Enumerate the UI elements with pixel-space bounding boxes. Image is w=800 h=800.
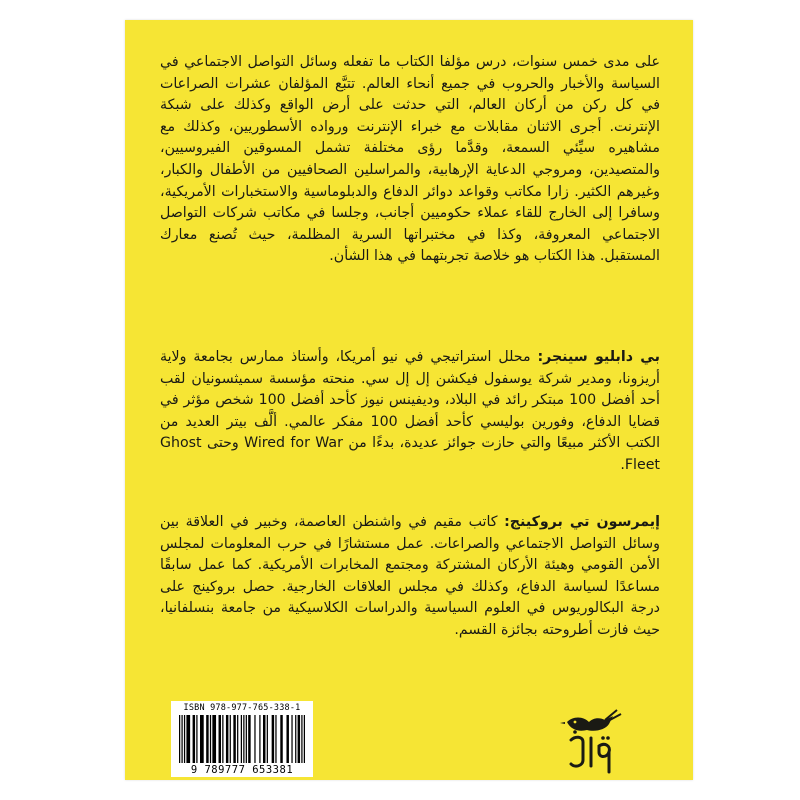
- barcode-number: 9 789777 653381: [190, 764, 294, 776]
- barcode-bar: [275, 715, 276, 763]
- barcode-bar: [248, 715, 250, 763]
- barcode-bar: [222, 715, 223, 763]
- book-description: على مدى خمس سنوات، درس مؤلفا الكتاب ما تفعله وسائل التواصل الاجتماعي في السياسة والأخبار والحروب في جميع أنحاء العالم. تتبَّع المؤلفان عشرات الصراعات في كل ركن من أركان العالم، التي حدثت على أرض الواقع وكذلك على شبكة الإنترنت. أجرى الاثنان مقابلات مع خبراء الإنترنت ورواده الأسطوريين، وكذلك مع مشاهيره سيِّئي السمعة، وقدَّما رؤى مختلفة تشمل المسوقين الفيروسيين، والمتصيدين، ومروجي الدعاية الإرهابية، والمراسلين الصحافيين من الأطفال والكبار، وغيرهم الكثير. زارا مكاتب وقواعد دوائر الدفاع والدبلوماسية والاستخبارات الأمريكية، وسافرا إلى الخارج للقاء عملاء حكوميين أجانب، وجلسا في مكاتب شركات التواصل الاجتماعي المعروفة، وكذا في مختبراتها السرية المظلمة، حيث تُصنع معارك المستقبل. هذا الكتاب هو خلاصة تجربتهما في هذا الشأن.: [160, 54, 660, 265]
- barcode-bar: [286, 715, 288, 763]
- barcode-bar: [200, 715, 204, 763]
- barcode-bar: [230, 715, 231, 763]
- barcode-bar: [304, 715, 305, 763]
- barcode-bar: [301, 715, 302, 763]
- barcode-bar: [210, 715, 211, 763]
- isbn-barcode: [171, 701, 313, 777]
- barcode-bar: [184, 715, 185, 763]
- barcode-bar: [243, 715, 244, 763]
- barcode-bar: [186, 715, 190, 763]
- author-bio-text: كاتب مقيم في واشنطن العاصمة، وخبير في العلاقة بين وسائل التواصل الاجتماعي والصراعات. عمل مستشارًا في حرب المعلومات لمجلس الأمن القومي وهيئة الأركان المشتركة ومجتمع المخابرات الأمريكية. كما عمل سابقًا مساعدًا لسياسة الدفاع، وكذلك في مجلس العلاقات الخارجية. حصل بروكينج على درجة البكالوريوس في العلوم السياسية والدراسات الكلاسيكية من جامعة بنسلفانيا، حيث فازت أطروحته بجائزة القسم.: [160, 514, 660, 638]
- author-bio-brooking: [160, 512, 660, 642]
- barcode-bar: [280, 715, 282, 763]
- barcode-bar: [241, 715, 242, 763]
- barcode-bar: [298, 715, 300, 763]
- barcode-bar: [206, 715, 208, 763]
- barcode-bar: [193, 715, 195, 763]
- barcode-bar: [237, 715, 238, 763]
- author-name: إيمرسون تي بروكينج:: [504, 514, 661, 530]
- barcode-bars: [179, 715, 305, 763]
- author-name: بي دابليو سينجر:: [537, 349, 660, 365]
- barcode-bar: [267, 715, 268, 763]
- barcode-bar: [212, 715, 216, 763]
- barcode-bar: [263, 715, 265, 763]
- author-bio-text: محلل استراتيجي في نيو أمريكا، وأستاذ ممارس بجامعة ولاية أريزونا، ومدير شركة يوسفول فيكشن إل إل سي. منحته مؤسسة سميثسونيان لقب أحد أفضل 100 مبتكر رائد في البلاد، وديفينس نيوز كأحد أفضل 100 شخص مؤثر في قضايا الدفاع، وفورين بوليسي كأحد أفضل 100 مفكر عالمي. ألَّف بيتر العديد من الكتب الأكثر مبيعًا والتي حازت جوائز عديدة، بدءًا من Wired for War وحتى Ghost Fleet.: [160, 349, 661, 473]
- bird-logo-icon: [553, 702, 625, 776]
- author-bio-singer: [160, 347, 660, 477]
- barcode-bar: [254, 715, 255, 763]
- barcode-bar: [272, 715, 274, 763]
- barcode-bar: [259, 715, 260, 763]
- isbn-label: ISBN 978-977-765-338-1: [183, 703, 301, 713]
- barcode-bar: [233, 715, 235, 763]
- barcode-bar: [291, 715, 292, 763]
- barcode-bar: [295, 715, 296, 763]
- barcode-bar: [196, 715, 197, 763]
- barcode-bar: [179, 715, 180, 763]
- barcode-bar: [181, 715, 182, 763]
- barcode-bar: [246, 715, 247, 763]
- barcode-bar: [226, 715, 228, 763]
- barcode-bar: [219, 715, 221, 763]
